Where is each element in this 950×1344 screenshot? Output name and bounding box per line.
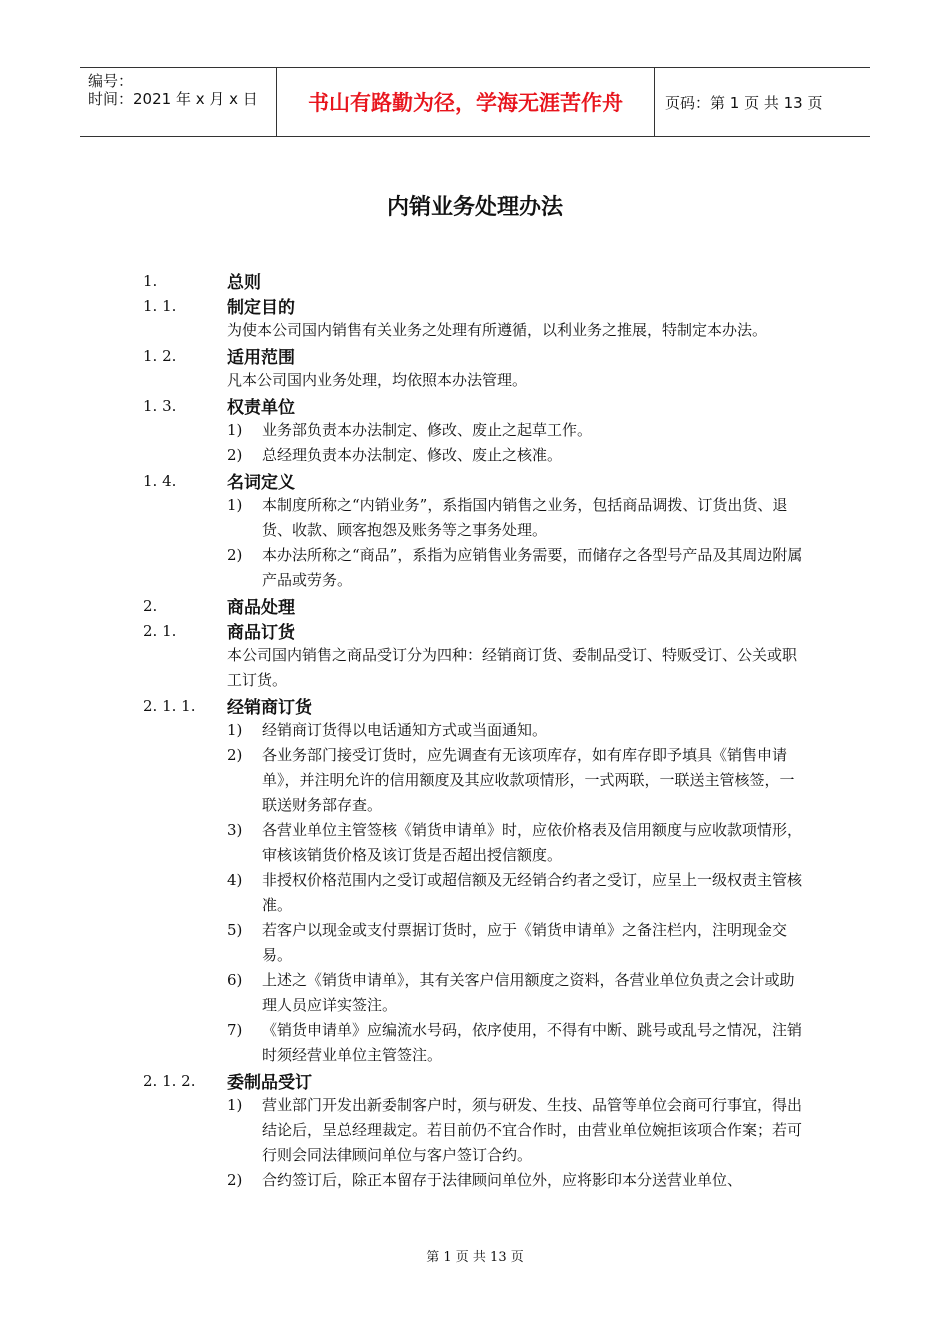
list-item-text: 营业部门开发出新委制客户时，须与研发、生技、品管等单位会商可行事宜，得出结论后，呈总经理裁定。若目前仍不宜合作时，由营业单位婉拒该项合作案；若可行则会同法律顾问单位与客户签订合约。 [262,1096,803,1164]
list-item-text: 若客户以现金或支付票据订货时，应于《销货申请单》之备注栏内，注明现金交易。 [262,921,788,964]
list-item-number: 2) [227,546,243,564]
list-item [227,443,813,468]
list-item-text: 本办法所称之“商品”，系指为应销售业务需要，而储存之各型号产品及其周边附属产品或劳务。 [262,546,803,589]
page-footer: 第 1 页 共 13 页 [426,1250,524,1265]
list-item [227,1093,813,1168]
list-item-number: 2) [227,1171,243,1189]
list-item-number: 1) [227,421,243,439]
section-heading-text: 商品处理 [227,598,295,618]
list-item-text: 合约签订后，除正本留存于法律顾问单位外，应将影印本分送营业单位、 [262,1171,743,1189]
list-item-text: 《销货申请单》应编流水号码，依序使用，不得有中断、跳号或乱号之情况，注销时须经营业单位主管签注。 [262,1021,803,1064]
section-heading-text: 适用范围 [227,348,295,368]
section-number: 1. 2. [143,346,177,365]
section-heading-text: 商品订货 [227,623,295,643]
document-body [143,268,813,1193]
list-item-number: 6) [227,971,243,989]
section-number: 2. 1. [143,621,177,640]
section-heading [143,618,813,643]
list-item [227,543,813,593]
list-item [227,718,813,743]
section-heading-text: 权责单位 [227,398,295,418]
list-item [227,1168,813,1193]
section-heading [143,468,813,493]
section-paragraph: 凡本公司国内业务处理，均依照本办法管理。 [227,371,528,389]
section-heading [143,593,813,618]
list-item-number: 1) [227,1096,243,1114]
list-item [227,918,813,968]
list-item-number: 7) [227,1021,243,1039]
section-heading [143,1068,813,1093]
section-paragraph: 本公司国内销售之商品受订分为四种：经销商订货、委制品受订、特贩受订、公关或职工订货。 [227,646,798,689]
list-item-number: 3) [227,821,243,839]
list-item-number: 1) [227,721,243,739]
document-time-label: 时间：2021 年 x 月 x 日 [88,90,258,108]
section-heading [143,293,813,318]
header-table [80,67,870,137]
header-meta-cell [80,68,277,136]
list-item [227,493,813,543]
list-item-number: 5) [227,921,243,939]
section-heading [143,343,813,368]
list-item [227,868,813,918]
list-item [227,1018,813,1068]
section-heading [143,693,813,718]
list-item-number: 2) [227,446,243,464]
section-number: 1. 4. [143,471,177,490]
section-heading-text: 总则 [227,273,261,293]
list-item-text: 上述之《销货申请单》，其有关客户信用额度之资料，各营业单位负责之会计或助理人员应详实签注。 [262,971,795,1014]
header-slogan: 书山有路勤为径，学海无涯苦作舟 [277,68,655,136]
section-heading [143,268,813,293]
document-title: 内销业务处理办法 [386,195,563,220]
section-number: 2. 1. 2. [143,1071,196,1090]
section-heading-text: 委制品受订 [227,1073,312,1093]
section-paragraph: 为使本公司国内销售有关业务之处理有所遵循，以利业务之推展，特制定本办法。 [227,321,768,339]
document-number-label: 编号： [88,72,134,90]
list-item-text: 非授权价格范围内之受订或超信额及无经销合约者之受订，应呈上一级权责主管核准。 [262,871,803,914]
list-item-text: 业务部负责本办法制定、修改、废止之起草工作。 [262,421,593,439]
section-number: 2. 1. 1. [143,696,196,715]
list-item-number: 4) [227,871,243,889]
list-item [227,743,813,818]
section-heading [143,393,813,418]
list-item-text: 各业务部门接受订货时，应先调查有无该项库存，如有库存即予填具《销售申请单》，并注明允许的信用额度及其应收款项情形，一式两联，一联送主管核签，一联送财务部存查。 [262,746,795,814]
section-heading-text: 名词定义 [227,473,295,493]
section-number: 1. [143,271,158,290]
header-page-label: 页码：第 1 页 共 13 页 [665,93,823,112]
section-heading-text: 经销商订货 [227,698,312,718]
list-item [227,968,813,1018]
list-item-text: 本制度所称之“内销业务”，系指国内销售之业务，包括商品调拨、订货出货、退货、收款、顾客抱怨及账务等之事务处理。 [262,496,788,539]
list-item [227,418,813,443]
section-number: 2. [143,596,158,615]
list-item-number: 2) [227,746,243,764]
list-item-text: 各营业单位主管签核《销货申请单》时，应依价格表及信用额度与应收款项情形，审核该销货价格及该订货是否超出授信额度。 [262,821,803,864]
section-number: 1. 1. [143,296,177,315]
list-item-number: 1) [227,496,243,514]
list-item-text: 总经理负责本办法制定、修改、废止之核准。 [262,446,563,464]
list-item-text: 经销商订货得以电话通知方式或当面通知。 [262,721,548,739]
section-heading-text: 制定目的 [227,298,295,318]
section-number: 1. 3. [143,396,177,415]
list-item [227,818,813,868]
